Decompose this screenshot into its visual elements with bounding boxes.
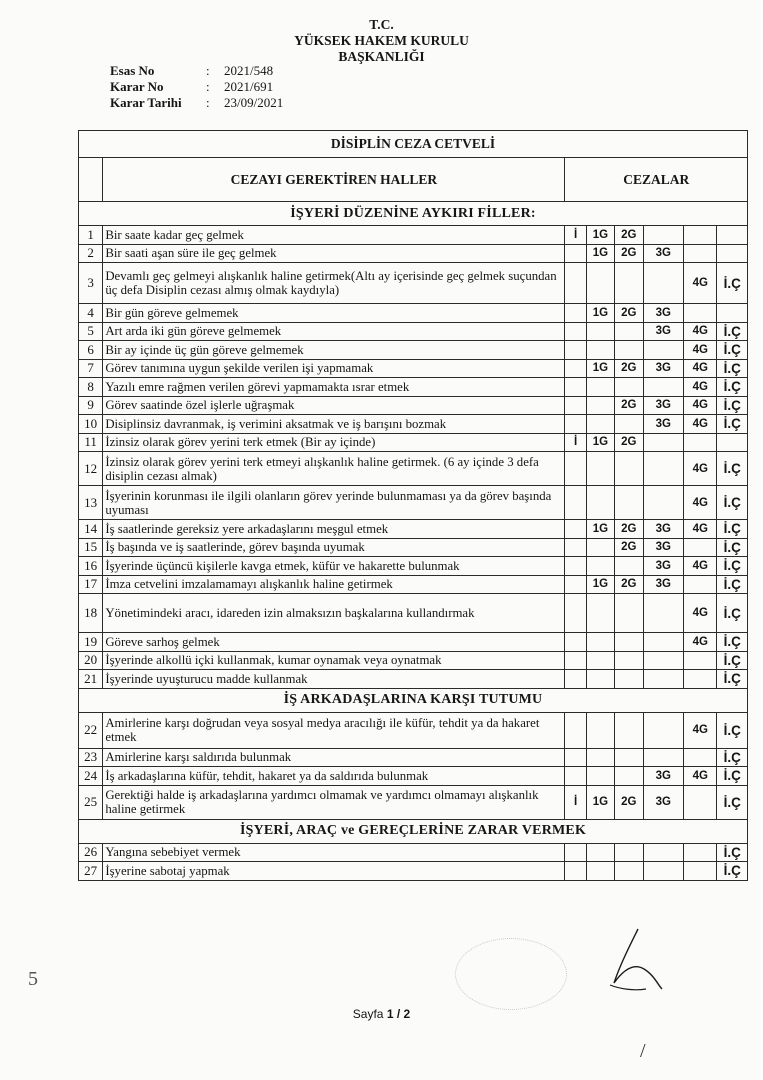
penalty-1g xyxy=(586,341,614,360)
penalty-ic: İ.Ç xyxy=(717,520,748,539)
row-number: 12 xyxy=(79,452,103,486)
penalty-1g xyxy=(586,712,614,748)
penalty-4g: 4G xyxy=(684,341,717,360)
penalty-warning xyxy=(565,712,586,748)
offense-text: İşyerinde alkollü içki kullanmak, kumar oynamak veya oynatmak xyxy=(103,651,565,670)
penalty-warning xyxy=(565,670,586,689)
penalty-3g: 3G xyxy=(643,520,684,539)
table-row xyxy=(79,520,748,539)
row-number: 2 xyxy=(79,244,103,263)
penalty-2g xyxy=(615,748,643,767)
row-number: 23 xyxy=(79,748,103,767)
penalty-ic: İ.Ç xyxy=(717,670,748,689)
penalty-warning xyxy=(565,244,586,263)
signature xyxy=(600,925,680,995)
penalty-ic: İ.Ç xyxy=(717,712,748,748)
penalty-warning xyxy=(565,748,586,767)
table-row xyxy=(79,359,748,378)
penalty-2g xyxy=(615,651,643,670)
penalty-1g xyxy=(586,862,614,881)
offense-text: İzinsiz olarak görev yerini terk etmek (Bir ay içinde) xyxy=(103,433,565,452)
offense-text: İşyerinin korunması ile ilgili olanların görev yerinde bulunmaması ya da görev başında uyuması xyxy=(103,486,565,520)
page-label: Sayfa xyxy=(352,1007,387,1021)
table-row xyxy=(79,862,748,881)
penalty-4g: 4G xyxy=(684,486,717,520)
offense-text: İzinsiz olarak görev yerini terk etmeyi alışkanlık haline getirmek. (6 ay içinde 3 defa disiplin cezası almak) xyxy=(103,452,565,486)
penalty-1g: 1G xyxy=(586,785,614,819)
header-court: YÜKSEK HAKEM KURULU xyxy=(294,33,469,48)
offense-text: İmza cetvelini imzalamamayı alışkanlık haline getirmek xyxy=(103,575,565,594)
page-footer xyxy=(0,1007,763,1021)
case-no-row: Esas No : 2021/548 xyxy=(110,63,274,78)
penalty-4g: 4G xyxy=(684,415,717,434)
offense-text: İşyerinde uyuşturucu madde kullanmak xyxy=(103,670,565,689)
penalty-4g xyxy=(684,304,717,323)
penalty-3g xyxy=(643,452,684,486)
penalty-ic: İ.Ç xyxy=(717,452,748,486)
penalty-4g: 4G xyxy=(684,396,717,415)
row-number: 11 xyxy=(79,433,103,452)
penalty-warning xyxy=(565,557,586,576)
penalty-3g: 3G xyxy=(643,244,684,263)
penalty-3g: 3G xyxy=(643,767,684,786)
row-number: 25 xyxy=(79,785,103,819)
row-number: 15 xyxy=(79,538,103,557)
penalty-1g xyxy=(586,594,614,633)
penalty-warning xyxy=(565,538,586,557)
row-number: 14 xyxy=(79,520,103,539)
penalty-1g xyxy=(586,651,614,670)
penalty-ic: İ.Ç xyxy=(717,396,748,415)
penalty-2g xyxy=(615,415,643,434)
penalty-1g xyxy=(586,670,614,689)
penalty-3g: 3G xyxy=(643,322,684,341)
table-row xyxy=(79,263,748,304)
penalty-2g xyxy=(615,633,643,652)
penalty-4g xyxy=(684,651,717,670)
table-row xyxy=(79,244,748,263)
row-number: 10 xyxy=(79,415,103,434)
section-heading-row xyxy=(79,819,748,843)
decision-date-label: Karar Tarihi xyxy=(110,95,182,110)
table-row xyxy=(79,304,748,323)
penalty-1g: 1G xyxy=(586,304,614,323)
section-heading: İŞYERİ DÜZENİNE AYKIRI FİLLER: xyxy=(79,202,748,226)
penalty-ic: İ.Ç xyxy=(717,415,748,434)
penalty-warning xyxy=(565,378,586,397)
penalty-3g: 3G xyxy=(643,785,684,819)
penalty-4g: 4G xyxy=(684,378,717,397)
penalty-2g: 2G xyxy=(615,226,643,245)
penalty-1g: 1G xyxy=(586,359,614,378)
penalty-warning xyxy=(565,322,586,341)
penalty-4g: 4G xyxy=(684,359,717,378)
table-row xyxy=(79,322,748,341)
bottom-mark: / xyxy=(640,1040,646,1062)
table-row xyxy=(79,785,748,819)
penalty-ic: İ.Ç xyxy=(717,748,748,767)
row-number: 22 xyxy=(79,712,103,748)
offense-text: Amirlerine karşı saldırıda bulunmak xyxy=(103,748,565,767)
penalty-1g: 1G xyxy=(586,244,614,263)
penalty-ic: İ.Ç xyxy=(717,378,748,397)
table-row xyxy=(79,538,748,557)
table-row xyxy=(79,396,748,415)
penalty-2g xyxy=(615,452,643,486)
penalty-warning: İ xyxy=(565,433,586,452)
section-heading-row xyxy=(79,202,748,226)
decision-no-value: 2021/691 xyxy=(224,79,274,94)
table-title-row xyxy=(79,131,748,158)
penalty-3g xyxy=(643,433,684,452)
offense-text: İş başında ve iş saatlerinde, görev başında uyumak xyxy=(103,538,565,557)
case-info xyxy=(110,63,283,111)
penalty-3g xyxy=(643,843,684,862)
penalty-1g xyxy=(586,263,614,304)
penalty-4g xyxy=(684,575,717,594)
penalty-warning xyxy=(565,341,586,360)
penalty-warning xyxy=(565,415,586,434)
penalty-ic xyxy=(717,244,748,263)
penalty-ic: İ.Ç xyxy=(717,263,748,304)
section-heading: İŞ ARKADAŞLARINA KARŞI TUTUMU xyxy=(79,688,748,712)
penalty-3g xyxy=(643,594,684,633)
penalty-ic: İ.Ç xyxy=(717,862,748,881)
penalty-warning xyxy=(565,359,586,378)
penalty-warning xyxy=(565,396,586,415)
penalty-ic: İ.Ç xyxy=(717,785,748,819)
table-row xyxy=(79,557,748,576)
penalty-ic: İ.Ç xyxy=(717,341,748,360)
table-row xyxy=(79,433,748,452)
penalty-4g: 4G xyxy=(684,633,717,652)
penalty-4g xyxy=(684,538,717,557)
penalty-1g xyxy=(586,557,614,576)
row-number: 3 xyxy=(79,263,103,304)
penalty-2g: 2G xyxy=(615,396,643,415)
penalty-2g xyxy=(615,378,643,397)
table-row xyxy=(79,748,748,767)
offense-text: Bir saati aşan süre ile geç gelmek xyxy=(103,244,565,263)
penalty-1g xyxy=(586,322,614,341)
offense-text: Art arda iki gün göreve gelmemek xyxy=(103,322,565,341)
penalty-warning xyxy=(565,862,586,881)
offense-text: Yönetimindeki aracı, idareden izin almaksızın başkalarına kullandırmak xyxy=(103,594,565,633)
penalty-ic: İ.Ç xyxy=(717,538,748,557)
table-row xyxy=(79,452,748,486)
penalty-2g: 2G xyxy=(615,538,643,557)
penalty-1g: 1G xyxy=(586,520,614,539)
row-number: 18 xyxy=(79,594,103,633)
penalty-ic: İ.Ç xyxy=(717,322,748,341)
page-number: 1 / 2 xyxy=(386,1007,411,1021)
decision-no-label: Karar No xyxy=(110,79,164,94)
penalty-ic xyxy=(717,433,748,452)
table-row xyxy=(79,575,748,594)
table-row xyxy=(79,594,748,633)
penalty-ic xyxy=(717,304,748,323)
penalty-4g: 4G xyxy=(684,263,717,304)
penalty-table xyxy=(78,130,748,881)
row-number: 17 xyxy=(79,575,103,594)
penalty-table-container xyxy=(78,130,748,881)
row-number: 26 xyxy=(79,843,103,862)
penalty-table-body xyxy=(79,131,748,881)
penalty-4g xyxy=(684,862,717,881)
penalty-3g: 3G xyxy=(643,415,684,434)
penalty-3g xyxy=(643,486,684,520)
offense-text: İş saatlerinde gereksiz yere arkadaşlarını meşgul etmek xyxy=(103,520,565,539)
penalty-1g: 1G xyxy=(586,226,614,245)
penalty-4g xyxy=(684,785,717,819)
penalty-1g: 1G xyxy=(586,575,614,594)
penalty-warning xyxy=(565,520,586,539)
penalty-1g xyxy=(586,843,614,862)
offense-text: Yangına sebebiyet vermek xyxy=(103,843,565,862)
penalty-2g: 2G xyxy=(615,359,643,378)
penalty-3g: 3G xyxy=(643,304,684,323)
penalty-1g xyxy=(586,538,614,557)
penalty-3g xyxy=(643,378,684,397)
penalty-3g xyxy=(643,651,684,670)
penalty-ic: İ.Ç xyxy=(717,486,748,520)
table-row xyxy=(79,633,748,652)
row-number: 19 xyxy=(79,633,103,652)
penalty-1g xyxy=(586,748,614,767)
penalty-4g: 4G xyxy=(684,594,717,633)
penalty-2g: 2G xyxy=(615,785,643,819)
penalty-2g xyxy=(615,341,643,360)
offense-text: Görev tanımına uygun şekilde verilen işi yapmamak xyxy=(103,359,565,378)
penalty-ic: İ.Ç xyxy=(717,594,748,633)
penalty-4g xyxy=(684,843,717,862)
penalty-ic xyxy=(717,226,748,245)
case-no-label: Esas No xyxy=(110,63,155,78)
penalty-3g xyxy=(643,633,684,652)
offense-text: Bir saate kadar geç gelmek xyxy=(103,226,565,245)
penalty-warning: İ xyxy=(565,226,586,245)
penalty-2g xyxy=(615,712,643,748)
offense-text: Bir ay içinde üç gün göreve gelmemek xyxy=(103,341,565,360)
column-header-cases: CEZAYI GEREKTİREN HALLER xyxy=(103,158,565,202)
penalty-3g: 3G xyxy=(643,396,684,415)
table-row xyxy=(79,651,748,670)
row-number: 5 xyxy=(79,322,103,341)
penalty-2g xyxy=(615,670,643,689)
penalty-warning xyxy=(565,575,586,594)
margin-mark: 5 xyxy=(28,968,38,990)
penalty-warning xyxy=(565,767,586,786)
row-number: 9 xyxy=(79,396,103,415)
row-number: 7 xyxy=(79,359,103,378)
table-row xyxy=(79,415,748,434)
offense-text: Göreve sarhoş gelmek xyxy=(103,633,565,652)
penalty-warning xyxy=(565,304,586,323)
decision-date-row: Karar Tarihi : 23/09/2021 xyxy=(110,95,284,110)
penalty-warning: İ xyxy=(565,785,586,819)
penalty-4g: 4G xyxy=(684,557,717,576)
offense-text: Amirlerine karşı doğrudan veya sosyal medya aracılığı ile küfür, tehdit ya da hakaret etmek xyxy=(103,712,565,748)
penalty-3g xyxy=(643,226,684,245)
row-number: 27 xyxy=(79,862,103,881)
table-row xyxy=(79,486,748,520)
penalty-ic: İ.Ç xyxy=(717,651,748,670)
table-row xyxy=(79,378,748,397)
stamp-impression xyxy=(455,938,567,1010)
penalty-ic: İ.Ç xyxy=(717,557,748,576)
table-row xyxy=(79,341,748,360)
row-number: 16 xyxy=(79,557,103,576)
offense-text: Disiplinsiz davranmak, iş verimini aksatmak ve iş barışını bozmak xyxy=(103,415,565,434)
penalty-ic: İ.Ç xyxy=(717,633,748,652)
row-number: 8 xyxy=(79,378,103,397)
penalty-warning xyxy=(565,486,586,520)
offense-text: Yazılı emre rağmen verilen görevi yapmamakta ısrar etmek xyxy=(103,378,565,397)
penalty-2g: 2G xyxy=(615,304,643,323)
penalty-3g xyxy=(643,341,684,360)
penalty-2g xyxy=(615,862,643,881)
row-number: 1 xyxy=(79,226,103,245)
penalty-3g xyxy=(643,748,684,767)
table-row xyxy=(79,767,748,786)
penalty-1g xyxy=(586,415,614,434)
penalty-4g xyxy=(684,244,717,263)
section-heading-row xyxy=(79,688,748,712)
penalty-2g xyxy=(615,486,643,520)
offense-text: İşyerinde üçüncü kişilerle kavga etmek, küfür ve hakarette bulunmak xyxy=(103,557,565,576)
case-no-value: 2021/548 xyxy=(224,63,274,78)
penalty-2g xyxy=(615,557,643,576)
table-header-row xyxy=(79,158,748,202)
penalty-warning xyxy=(565,594,586,633)
penalty-3g: 3G xyxy=(643,557,684,576)
penalty-warning xyxy=(565,843,586,862)
table-row xyxy=(79,843,748,862)
table-title: DİSİPLİN CEZA CETVELİ xyxy=(79,131,748,158)
header-presidency: BAŞKANLIĞI xyxy=(338,49,425,64)
offense-text: İş arkadaşlarına küfür, tehdit, hakaret ya da saldırıda bulunmak xyxy=(103,767,565,786)
penalty-4g: 4G xyxy=(684,452,717,486)
penalty-1g xyxy=(586,396,614,415)
penalty-1g xyxy=(586,486,614,520)
penalty-ic: İ.Ç xyxy=(717,767,748,786)
penalty-warning xyxy=(565,263,586,304)
offense-text: Bir gün göreve gelmemek xyxy=(103,304,565,323)
table-row xyxy=(79,712,748,748)
penalty-warning xyxy=(565,452,586,486)
penalty-4g: 4G xyxy=(684,520,717,539)
penalty-3g: 3G xyxy=(643,538,684,557)
penalty-2g: 2G xyxy=(615,433,643,452)
penalty-4g: 4G xyxy=(684,712,717,748)
offense-text: Gerektiği halde iş arkadaşlarına yardımcı olmamak ve yardımcı olmamayı alışkanlık haline getirmek xyxy=(103,785,565,819)
section-heading: İŞYERİ, ARAÇ ve GEREÇLERİNE ZARAR VERMEK xyxy=(79,819,748,843)
penalty-warning xyxy=(565,633,586,652)
penalty-4g xyxy=(684,433,717,452)
row-number: 21 xyxy=(79,670,103,689)
penalty-1g: 1G xyxy=(586,433,614,452)
table-row xyxy=(79,670,748,689)
row-number: 6 xyxy=(79,341,103,360)
offense-text: İşyerine sabotaj yapmak xyxy=(103,862,565,881)
penalty-3g xyxy=(643,712,684,748)
penalty-2g xyxy=(615,594,643,633)
penalty-3g xyxy=(643,862,684,881)
penalty-4g: 4G xyxy=(684,322,717,341)
penalty-3g xyxy=(643,670,684,689)
decision-date-value: 23/09/2021 xyxy=(224,95,284,110)
offense-text: Görev saatinde özel işlerle uğraşmak xyxy=(103,396,565,415)
offense-text: Devamlı geç gelmeyi alışkanlık haline getirmek(Altı ay içerisinde geç gelmek suçundan üç defa Disiplin cezası almış olmak kaydıyla) xyxy=(103,263,565,304)
penalty-2g xyxy=(615,263,643,304)
penalty-ic: İ.Ç xyxy=(717,575,748,594)
penalty-3g xyxy=(643,263,684,304)
penalty-1g xyxy=(586,767,614,786)
penalty-3g: 3G xyxy=(643,359,684,378)
penalty-2g xyxy=(615,322,643,341)
penalty-1g xyxy=(586,452,614,486)
table-row xyxy=(79,226,748,245)
penalty-2g: 2G xyxy=(615,520,643,539)
column-header-penalties: CEZALAR xyxy=(565,158,748,202)
penalty-2g xyxy=(615,843,643,862)
penalty-4g: 4G xyxy=(684,767,717,786)
row-number: 4 xyxy=(79,304,103,323)
penalty-warning xyxy=(565,651,586,670)
penalty-1g xyxy=(586,633,614,652)
penalty-4g xyxy=(684,748,717,767)
header-tc: T.C. xyxy=(369,17,394,32)
penalty-1g xyxy=(586,378,614,397)
row-number: 13 xyxy=(79,486,103,520)
penalty-2g: 2G xyxy=(615,575,643,594)
penalty-3g: 3G xyxy=(643,575,684,594)
penalty-ic: İ.Ç xyxy=(717,359,748,378)
row-number: 20 xyxy=(79,651,103,670)
penalty-2g: 2G xyxy=(615,244,643,263)
penalty-4g xyxy=(684,670,717,689)
penalty-2g xyxy=(615,767,643,786)
row-number: 24 xyxy=(79,767,103,786)
decision-no-row: Karar No : 2021/691 xyxy=(110,79,274,94)
penalty-ic: İ.Ç xyxy=(717,843,748,862)
penalty-4g xyxy=(684,226,717,245)
